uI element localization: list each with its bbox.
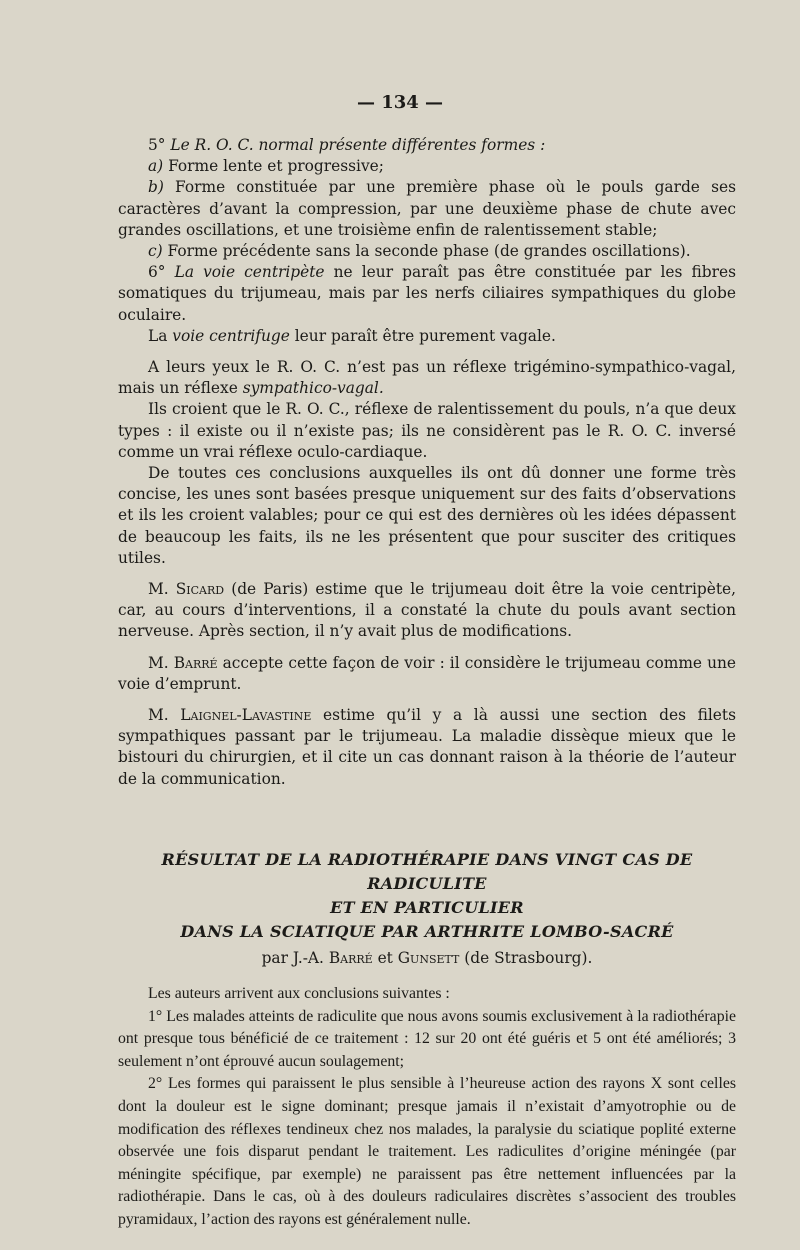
item-5-number: 5°	[148, 136, 171, 154]
paragraph-3: De toutes ces conclusions auxquelles ils ont dû donner une forme très concise, les unes sont basées presque uniquement sur des faits d’observations et ils les croient valables; pour ce qui est des dernières où les idées dépassent de beaucoup les faits, ils ne les présentent que pour susciter des critiques utiles.	[118, 464, 736, 567]
paragraph-1-text: A leurs yeux le R. O. C. n’est pas un réflexe trigémino-sympathico-vagal, mais un réflexe	[118, 358, 736, 398]
item-a	[118, 156, 736, 177]
article-title-line-3: DANS LA SCIATIQUE PAR ARTHRITE LOMBO-SACRÉ	[180, 921, 674, 941]
item-6-text: ne leur paraît pas être constituée par les fibres somatiques du trijumeau, mais par les nerfs ciliaires sympathiques du globe oculaire.	[118, 263, 737, 324]
body-text	[118, 135, 736, 1232]
centrifuge-emphasis: voie centrifuge	[172, 326, 290, 345]
article-title-line-1: RÉSULTAT DE LA RADIOTHÉRAPIE DANS VINGT CAS DE RADICULITE	[161, 849, 693, 893]
paragraph-2: Ils croient que le R. O. C., réflexe de ralentissement du pouls, n’a que deux types : il existe ou il n’existe pas; ils ne considèrent pas le R. O. C. inversé comme un vrai réflexe oculo-cardiaque.	[118, 400, 736, 461]
author-barre-2: Barré	[328, 948, 373, 967]
article-body	[118, 983, 736, 1232]
laignel-pre: M.	[148, 706, 181, 725]
author-sicard: Sicard	[175, 580, 225, 599]
conclusion-2: 2° Les formes qui paraissent le plus sensible à l’heureuse action des rayons X sont celles dont la douleur est le signe dominant; presque jamais il n’existait d’amyotrophie ou de modification des réflexes tendineux chez nos malades, la paralysie du sciatique poplité externe observée une fois disparut pendant le traitement. Les radiculites d’origine méningée (par méningite spécifique, par exemple) ne paraissent pas être nettement influencées par la radiothérapie. Dans le cas, où à des douleurs radiculaires discrètes s’associent des troubles pyramidaux, l’action des rayons est généralement nulle.	[118, 1075, 736, 1229]
author-gunsett: Gunsett	[397, 948, 460, 967]
article-intro: Les auteurs arrivent aux conclusions suivantes :	[148, 985, 450, 1003]
sicard-text: (de Paris) estime que le trijumeau doit être la voie centripète, car, au cours d’interventions, il a constaté la chute du pouls avant section nerveuse. Après section, il n’y avait plus de modifications.	[118, 580, 737, 641]
article-authors	[118, 948, 736, 969]
laignel-text: estime qu’il y a là aussi une section des filets sympathiques passant par le trijumeau. La maladie dissèque mieux que le bistouri du chirurgien, et il cite un cas donnant raison à la théorie de l’auteur de la communication.	[118, 706, 736, 788]
item-b-text: Forme constituée par une première phase où le pouls garde ses caractères d’avant la compression, par une deuxième phase de chute avec grandes oscillations, et une troisième enfin de ralentissement stable;	[118, 178, 736, 239]
paragraph-1-emphasis: sympathico-vagal.	[242, 379, 384, 398]
item-c	[118, 241, 736, 262]
article-title-line-2: ET EN PARTICULIER	[330, 897, 524, 917]
author-barre: Barré	[173, 653, 218, 672]
item-6-number: 6°	[148, 263, 175, 282]
barre-pre: M.	[148, 653, 174, 672]
item-5-title: Le R. O. C. normal présente différentes formes :	[170, 136, 546, 154]
discussion-barre	[118, 653, 736, 695]
centrifuge-text: leur paraît être purement vagale.	[289, 326, 556, 345]
item-a-text: Forme lente et progressive;	[163, 157, 384, 176]
discussion-laignel	[118, 705, 736, 790]
item-a-label: a)	[148, 157, 164, 176]
authors-place: (de Strasbourg).	[459, 948, 593, 967]
authors-and: et	[372, 948, 398, 967]
page-number: — 134 —	[356, 92, 444, 113]
item-b	[118, 177, 736, 241]
authors-by: par J.-A.	[261, 948, 329, 967]
item-6	[118, 262, 736, 326]
paragraph-1	[118, 357, 736, 399]
barre-text: accepte cette façon de voir : il considère le trijumeau comme une voie d’emprunt.	[118, 653, 737, 693]
article-title	[118, 848, 736, 944]
item-c-label: c)	[148, 242, 163, 261]
author-laignel-lavastine: Laignel-Lavastine	[180, 706, 312, 725]
sicard-pre: M.	[148, 580, 176, 599]
item-c-text: Forme précédente sans la seconde phase (de grandes oscillations).	[162, 242, 691, 261]
item-5	[118, 135, 736, 156]
conclusion-1: 1° Les malades atteints de radiculite que nous avons soumis exclusivement à la radiothérapie ont presque tous bénéficié de ce traitement : 12 sur 20 ont été guéris et 5 ont été améliorés; 3 seulement n’ont éprouvé aucun soulagement;	[118, 1007, 736, 1070]
discussion-sicard	[118, 579, 736, 643]
centrifuge-pre: La	[148, 326, 173, 345]
item-centrifuge	[118, 326, 736, 347]
item-b-label: b)	[148, 178, 164, 197]
item-6-emphasis: La voie centripète	[174, 263, 325, 282]
